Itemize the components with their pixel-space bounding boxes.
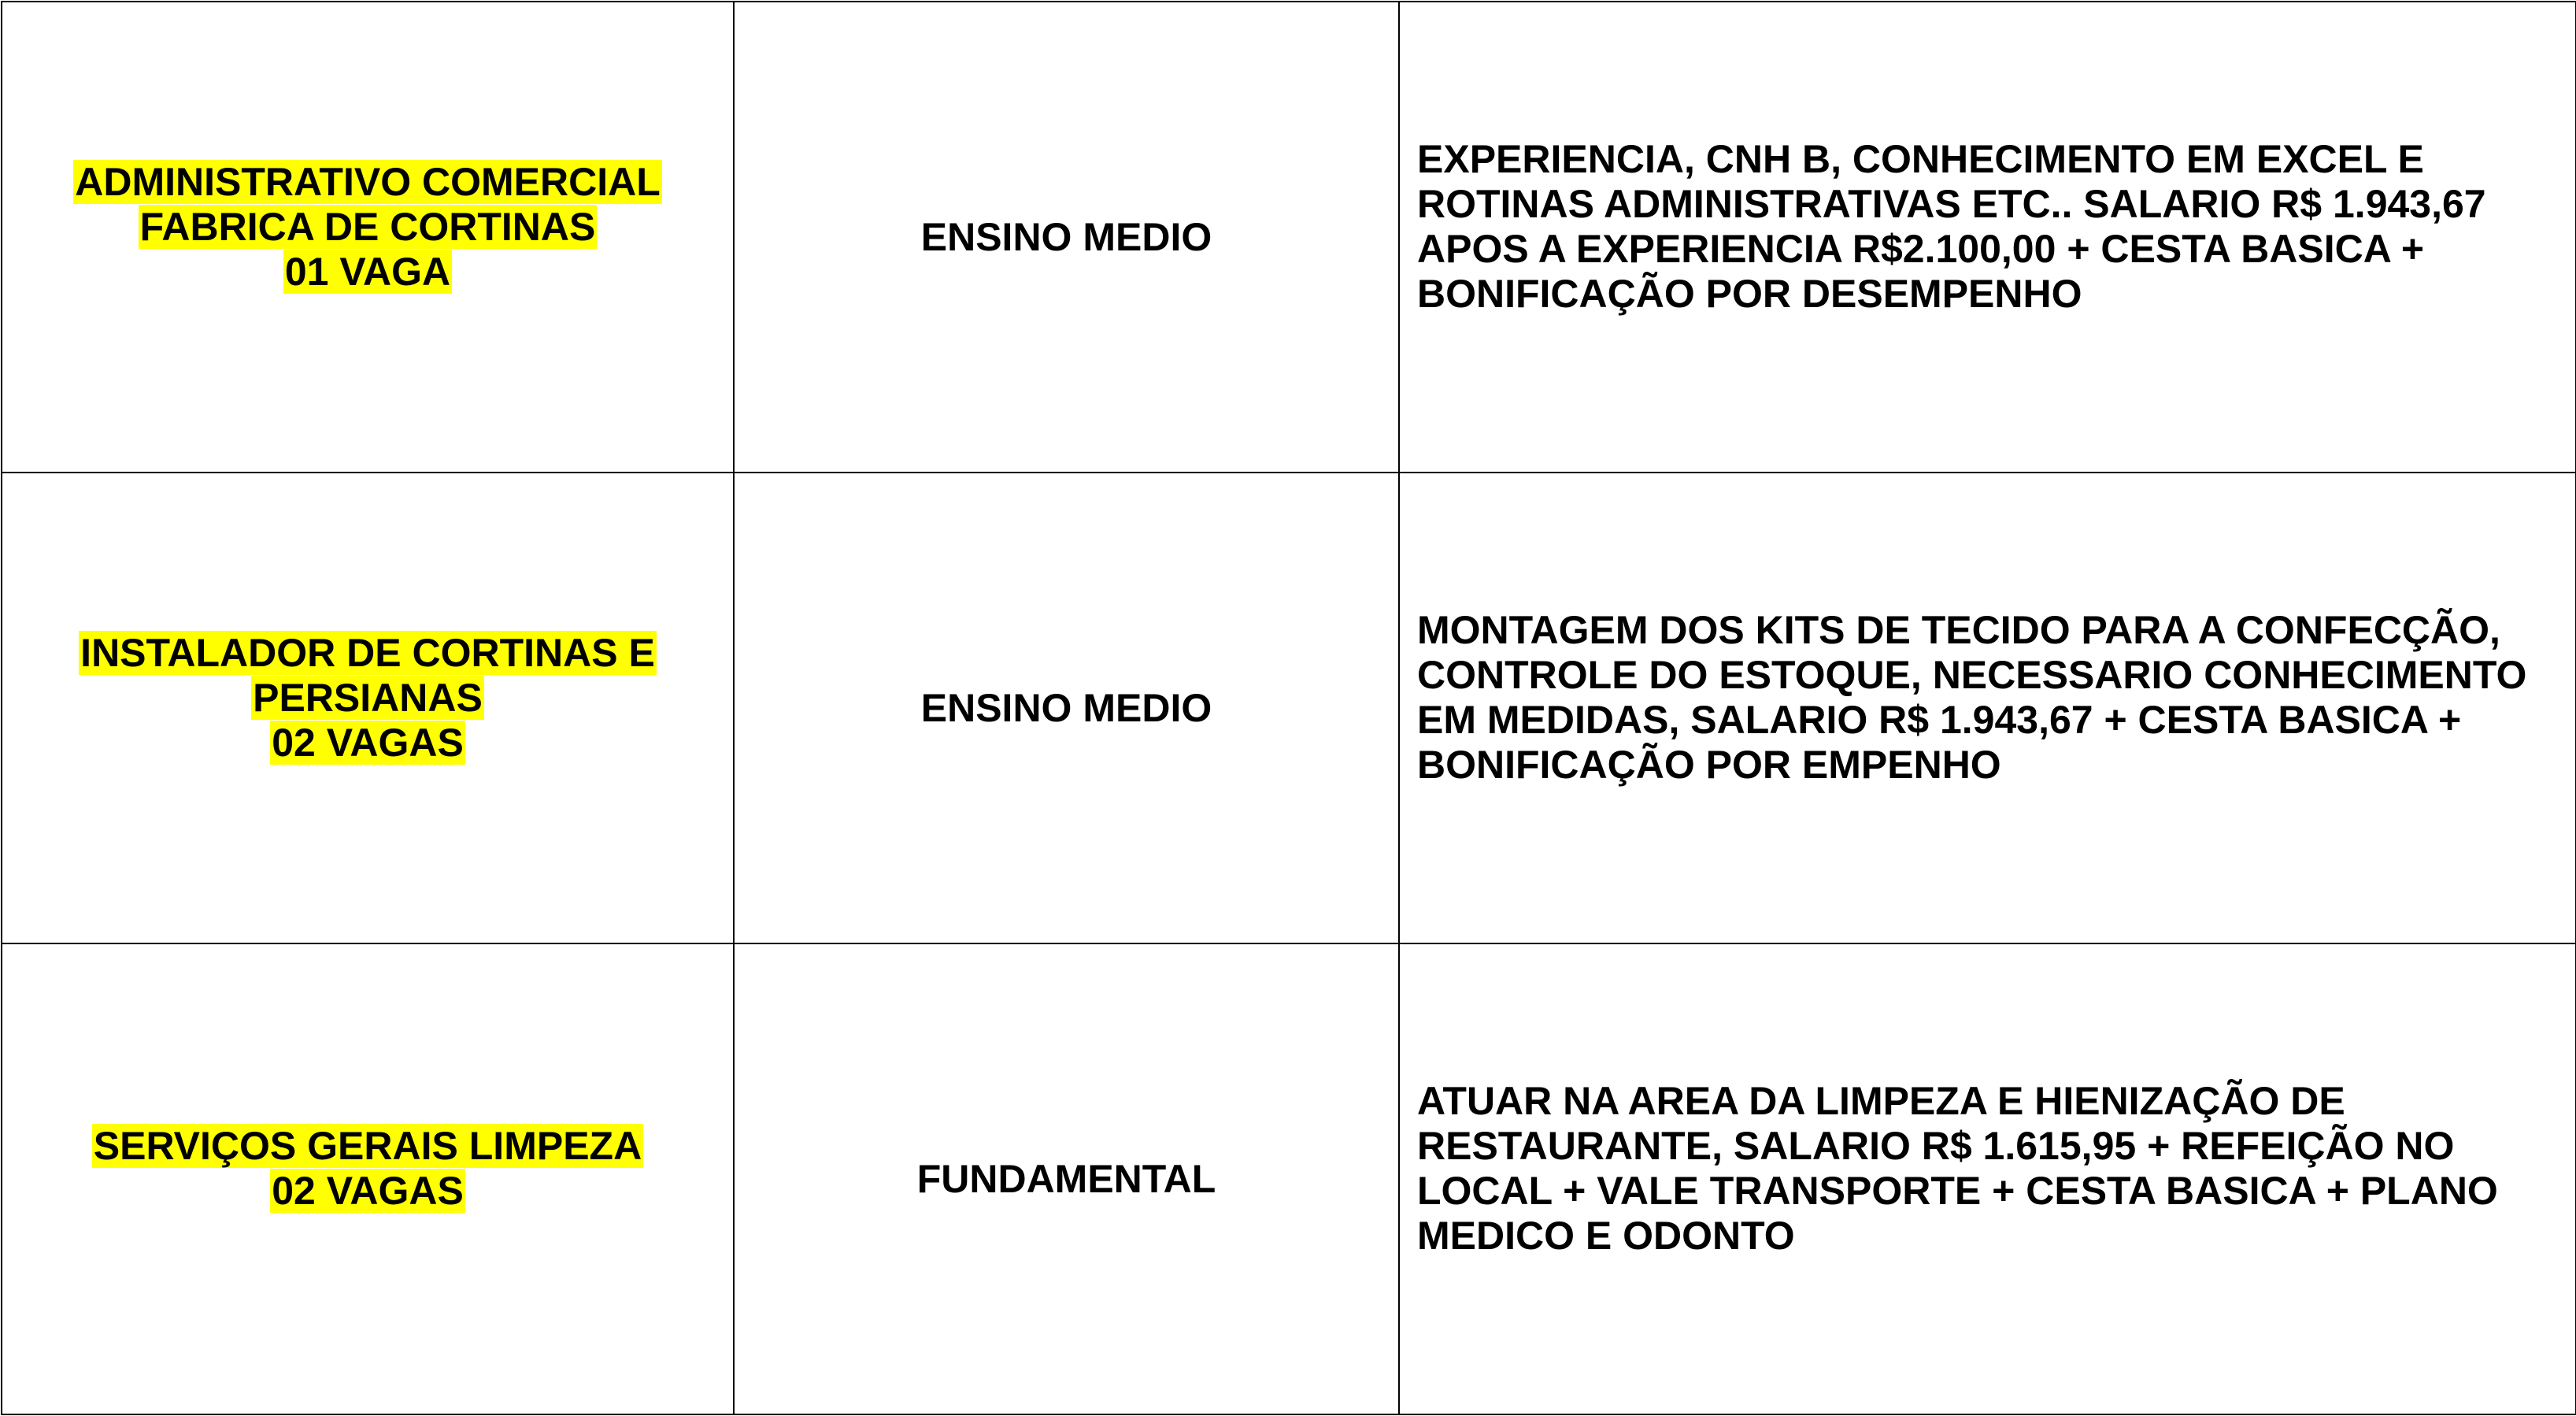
- education-cell: [734, 473, 1399, 943]
- job-title-cell: [2, 473, 734, 943]
- description-cell: [1399, 943, 2576, 1414]
- job-title-cell: [2, 2, 734, 473]
- education-cell: [734, 2, 1399, 473]
- job-title-cell: [2, 943, 734, 1414]
- job-vacancy-count: 01 VAGA: [284, 249, 451, 294]
- job-title-line: INSTALADOR DE CORTINAS E: [80, 630, 655, 675]
- job-title-line: ADMINISTRATIVO COMERCIAL: [75, 159, 661, 204]
- job-vacancy-count: 02 VAGAS: [272, 720, 464, 765]
- education-requirement: FUNDAMENTAL: [916, 1156, 1216, 1201]
- job-row: [2, 473, 2576, 943]
- job-openings-table: [1, 1, 2576, 1415]
- job-row: [2, 943, 2576, 1414]
- description-cell: [1399, 2, 2576, 473]
- job-description: ATUAR NA AREA DA LIMPEZA E HIENIZAÇÃO DE RESTAURANTE, SALARIO R$ 1.615,95 + REFEIÇÃO NO LOCAL + VALE TRANSPORTE + CESTA BASICA + PLANO MEDICO E ODONTO: [1417, 1079, 2498, 1258]
- job-title-line: PERSIANAS: [253, 675, 483, 720]
- job-title-line: FABRICA DE CORTINAS: [139, 204, 596, 249]
- job-row: [2, 2, 2576, 473]
- job-description: MONTAGEM DOS KITS DE TECIDO PARA A CONFECÇÃO, CONTROLE DO ESTOQUE, NECESSARIO CONHECIMENTO EM MEDIDAS, SALARIO R$ 1.943,67 + CESTA BASICA + BONIFICAÇÃO POR EMPENHO: [1417, 608, 2527, 787]
- education-requirement: ENSINO MEDIO: [920, 214, 1212, 259]
- education-cell: [734, 943, 1399, 1414]
- job-title-line: SERVIÇOS GERAIS LIMPEZA: [93, 1124, 642, 1168]
- job-vacancy-count: 02 VAGAS: [272, 1169, 464, 1213]
- description-cell: [1399, 473, 2576, 943]
- job-description: EXPERIENCIA, CNH B, CONHECIMENTO EM EXCEL E ROTINAS ADMINISTRATIVAS ETC.. SALARIO R$ 1.943,67 APOS A EXPERIENCIA R$2.100,00 + CESTA BASICA + BONIFICAÇÃO POR DESEMPENHO: [1417, 137, 2486, 316]
- education-requirement: ENSINO MEDIO: [920, 685, 1212, 730]
